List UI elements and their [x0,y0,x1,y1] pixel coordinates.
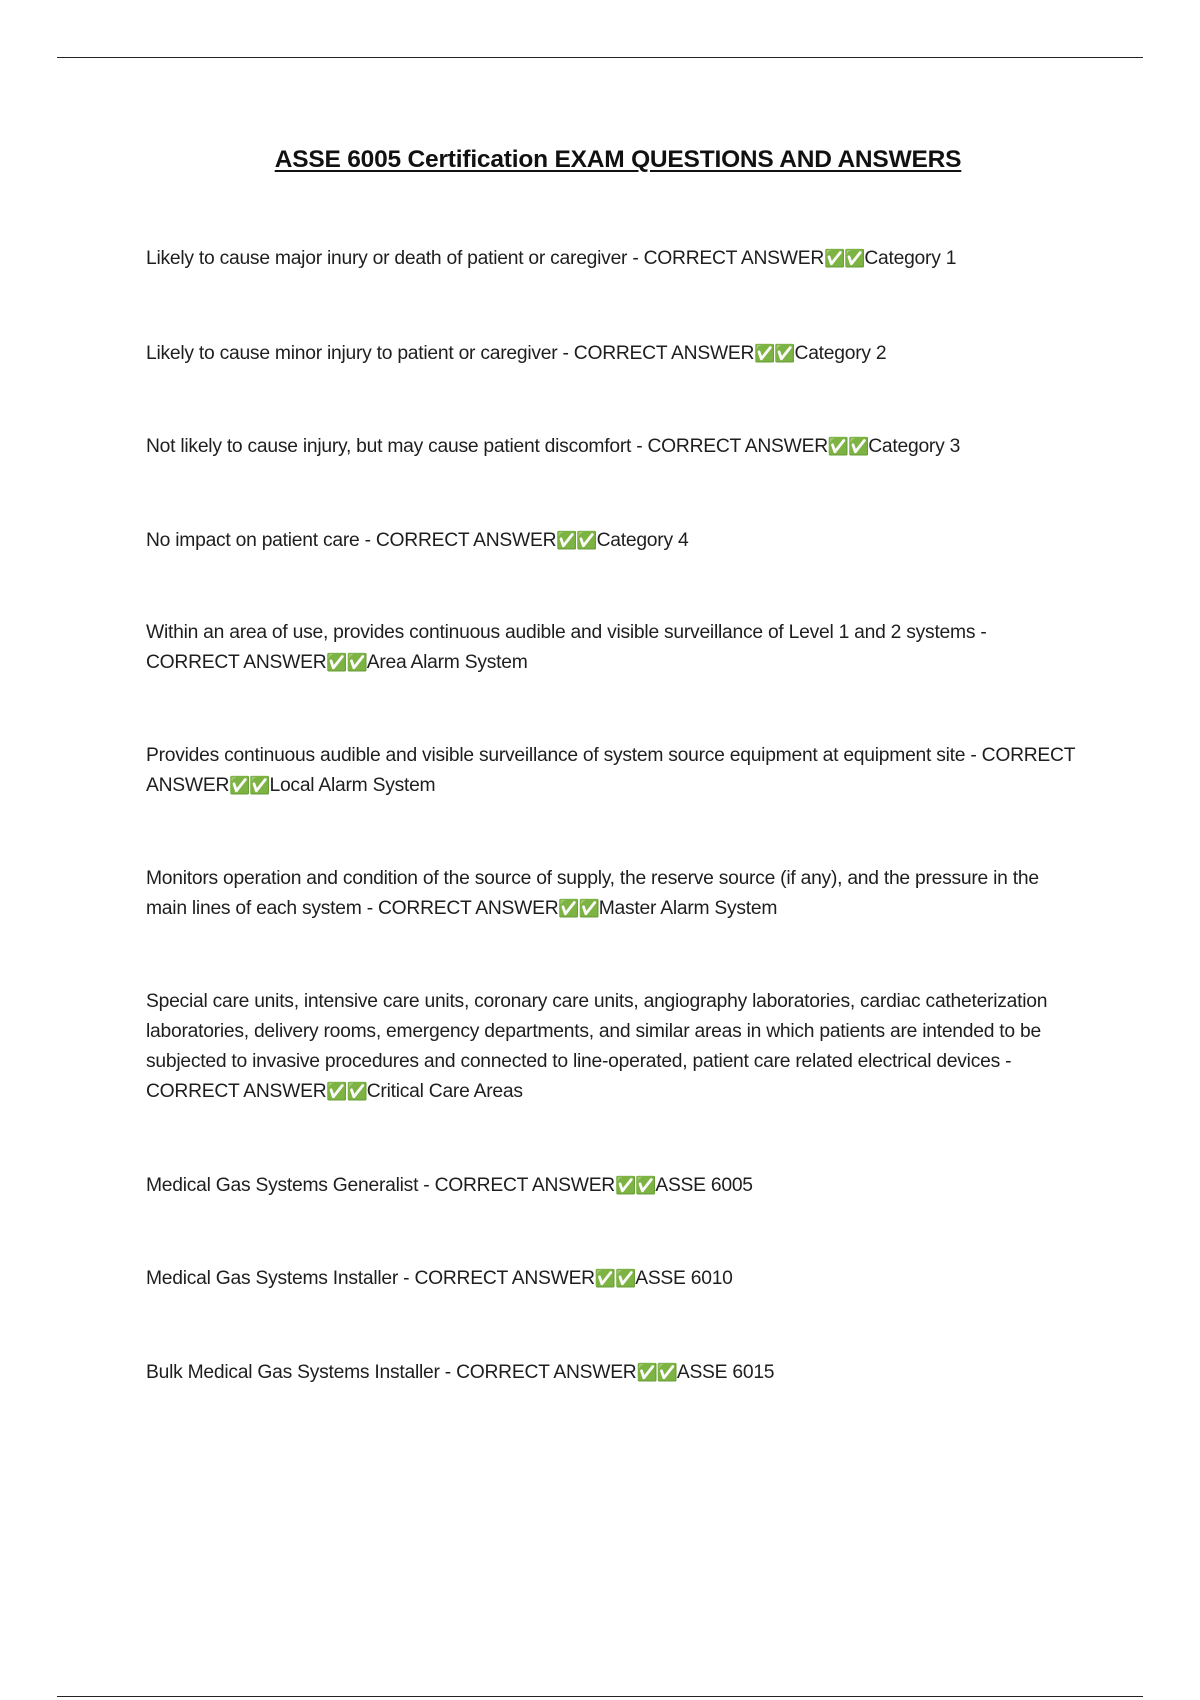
top-rule [57,57,1143,58]
qa-item [146,618,1081,678]
double-check-icon: ✅✅ [614,1176,656,1196]
double-check-icon: ✅✅ [326,653,367,673]
qa-item [146,864,1081,924]
separator: - [999,1051,1012,1072]
double-check-icon: ✅✅ [556,531,597,551]
answer-label: CORRECT ANSWER [434,1175,615,1196]
separator: - [557,343,574,364]
answer-label: CORRECT ANSWER [146,1081,327,1102]
question-text: No impact on patient care [146,530,360,551]
question-text: Special care units, intensive care units, coronary care units, angiography laboratories, cardiac catheterization laboratories, delivery rooms, emergency departments, and similar areas in which patients are intended to be subjected to invasive procedures and connected to line-operated, patient care related electrical devices [146,991,1048,1072]
answer-label: CORRECT ANSWER [647,436,828,457]
qa-item [146,1358,1081,1388]
answer-text: Category 2 [794,343,887,364]
answer-text: Area Alarm System [366,652,528,673]
separator: - [361,898,378,919]
qa-item [146,987,1081,1107]
separator: - [975,622,987,643]
answer-text: Local Alarm System [269,775,436,796]
answer-label: CORRECT ANSWER [146,652,327,673]
answer-label: CORRECT ANSWER [414,1268,595,1289]
question-text: Bulk Medical Gas Systems Installer [146,1362,440,1383]
question-text: Monitors operation and condition of the source of supply, the reserve source (if any), and the pressure in the main lines of each system [146,868,1039,919]
separator: - [418,1175,435,1196]
answer-text: Master Alarm System [598,898,778,919]
qa-item [146,526,1081,556]
answer-text: Critical Care Areas [366,1081,523,1102]
separator: - [965,745,982,766]
bottom-rule [57,1696,1143,1697]
double-check-icon: ✅✅ [326,1082,367,1102]
double-check-icon: ✅✅ [827,437,869,457]
separator: - [439,1362,457,1383]
qa-item [146,432,1081,462]
answer-label: CORRECT ANSWER [377,898,559,919]
answer-text: ASSE 6015 [676,1362,775,1383]
separator: - [627,248,644,269]
qa-item [146,1264,1081,1294]
answer-label: CORRECT ANSWER [146,745,1075,796]
qa-item [146,339,1081,369]
separator: - [631,436,648,457]
double-check-icon: ✅✅ [636,1363,677,1383]
answer-text: Category 3 [868,436,961,457]
answer-label: CORRECT ANSWER [375,530,557,551]
answer-label: CORRECT ANSWER [456,1362,637,1383]
qa-item [146,244,1081,274]
question-text: Within an area of use, provides continuous audible and visible surveillance of Level 1 and 2 systems [146,622,976,643]
double-check-icon: ✅✅ [824,249,865,269]
double-check-icon: ✅✅ [754,344,795,364]
qa-item [146,741,1081,801]
double-check-icon: ✅✅ [229,776,270,796]
question-text: Likely to cause major inury or death of patient or caregiver [146,248,628,269]
answer-text: Category 1 [864,248,957,269]
document-title: ASSE 6005 Certification EXAM QUESTIONS AND ANSWERS [274,146,962,173]
question-text: Provides continuous audible and visible surveillance of system source equipment at equipment site [146,745,966,766]
answer-text: ASSE 6005 [655,1175,753,1196]
double-check-icon: ✅✅ [594,1269,636,1289]
separator: - [398,1268,415,1289]
question-text: Not likely to cause injury, but may cause patient discomfort [146,436,632,457]
answer-text: ASSE 6010 [635,1268,733,1289]
separator: - [359,530,376,551]
answer-label: CORRECT ANSWER [573,343,755,364]
question-text: Medical Gas Systems Generalist [146,1175,419,1196]
answer-label: CORRECT ANSWER [643,248,825,269]
double-check-icon: ✅✅ [558,899,599,919]
question-text: Medical Gas Systems Installer [146,1268,399,1289]
qa-item [146,1171,1081,1201]
answer-text: Category 4 [596,530,689,551]
question-text: Likely to cause minor injury to patient or caregiver [146,343,558,364]
